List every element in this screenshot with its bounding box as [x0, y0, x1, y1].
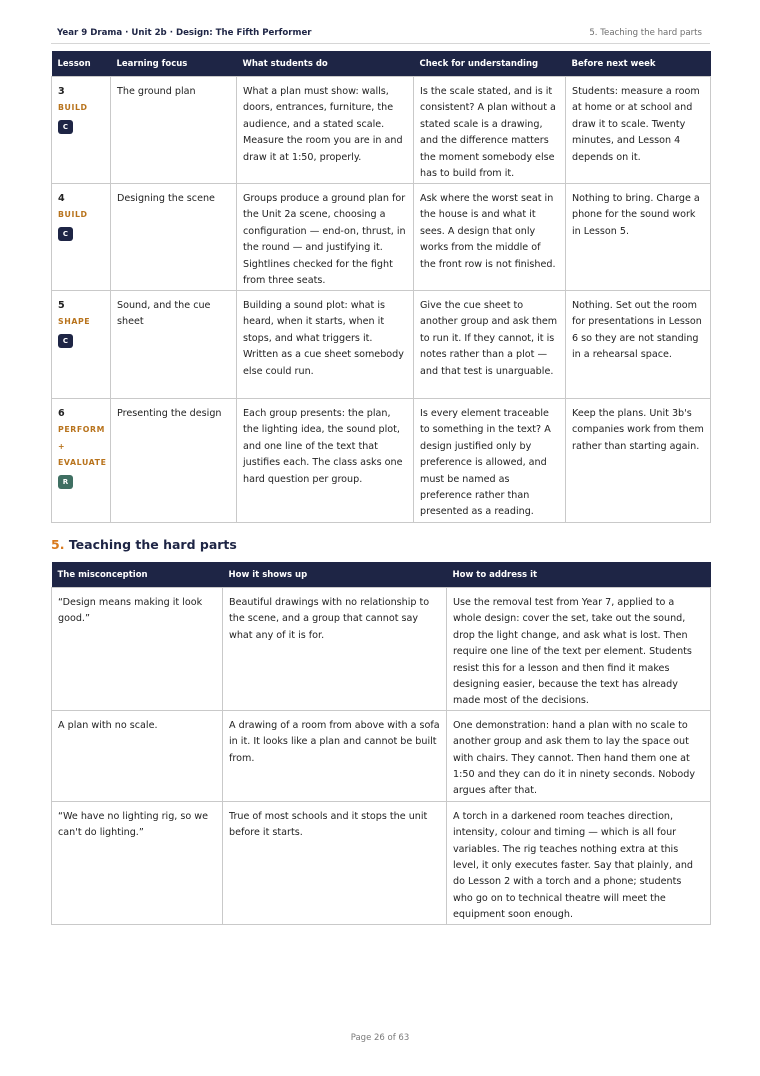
misconceptions-table	[51, 562, 711, 925]
next-cell: Nothing. Set out the room for presentations in Lesson 6 so they are not standing in a rehearsal space.	[566, 291, 711, 399]
next-cell: Students: measure a room at home or at school and draw it to scale. Twenty minutes, and Lesson 4 depends on it.	[566, 77, 711, 184]
shows-up-cell: Beautiful drawings with no relationship to the scene, and a group that cannot say what any of it is for.	[223, 588, 447, 711]
header-misconception: The misconception	[52, 562, 223, 588]
badge: C	[58, 120, 73, 134]
lesson-number: 6	[58, 408, 65, 419]
lesson-number: 3	[58, 86, 65, 97]
lesson-cell	[52, 184, 111, 291]
lesson-number: 4	[58, 193, 65, 204]
badge: R	[58, 475, 73, 489]
activity-cell: Building a sound plot: what is heard, when it starts, when it stops, and what triggers it. Written as a cue sheet somebody else could run.	[237, 291, 414, 399]
lesson-cell	[52, 399, 111, 523]
header-section-title: 5. Teaching the hard parts	[589, 28, 702, 38]
lesson-cell	[52, 77, 111, 184]
focus-cell: The ground plan	[111, 77, 237, 184]
stage-label: EVALUATE	[58, 458, 107, 468]
stage-label-plus: +	[58, 441, 66, 451]
table-row	[52, 588, 711, 711]
misconception-cell: “Design means making it look good.”	[52, 588, 223, 711]
page-number: Page 26 of 63	[350, 1033, 410, 1043]
header-learning-focus: Learning focus	[111, 51, 237, 77]
table-row	[52, 77, 711, 184]
stage-label: BUILD	[58, 210, 88, 220]
badge: C	[58, 334, 73, 348]
check-cell: Ask where the worst seat in the house is and what it sees. A design that only works from the middle of the front row is not finished.	[414, 184, 566, 291]
table-row	[52, 291, 711, 399]
header-check-understanding: Check for understanding	[414, 51, 566, 77]
section-number: 5.	[51, 537, 65, 552]
misconception-cell: “We have no lighting rig, so we can't do lighting.”	[52, 801, 223, 924]
activity-cell: What a plan must show: walls, doors, entrances, furniture, the audience, and a stated scale. Measure the room you are in and draw it at 1:50, properly.	[237, 77, 414, 184]
lesson-cell	[52, 291, 111, 399]
address-cell: Use the removal test from Year 7, applied to a whole design: cover the set, take out the sound, drop the light change, and ask what is lost. Then require one line of the text per element. Students resist this for a lesson and then find it makes designing easier, because the text has already made most of the decisions.	[447, 588, 711, 711]
header-lesson: Lesson	[52, 51, 111, 77]
check-cell: Is every element traceable to something in the text? A design justified only by preference is allowed, and must be named as preference rather than presented as a reading.	[414, 399, 566, 523]
misconception-cell: A plan with no scale.	[52, 710, 223, 801]
shows-up-cell: A drawing of a room from above with a sofa in it. It looks like a plan and cannot be built from.	[223, 710, 447, 801]
focus-cell: Presenting the design	[111, 399, 237, 523]
table-row	[52, 801, 711, 924]
stage-label: SHAPE	[58, 317, 91, 327]
section-title: Teaching the hard parts	[68, 537, 237, 552]
next-cell: Nothing to bring. Charge a phone for the sound work in Lesson 5.	[566, 184, 711, 291]
header-how-to-address: How to address it	[447, 562, 711, 588]
misconceptions-table-header	[52, 562, 711, 588]
focus-cell: Sound, and the cue sheet	[111, 291, 237, 399]
section-heading	[51, 537, 237, 552]
header-what-students-do: What students do	[237, 51, 414, 77]
focus-cell: Designing the scene	[111, 184, 237, 291]
lesson-number: 5	[58, 300, 65, 311]
table-row	[52, 184, 711, 291]
header-before-next-week: Before next week	[566, 51, 711, 77]
address-cell: One demonstration: hand a plan with no scale to another group and ask them to lay the space out with chairs. They cannot. Then hand them one at 1:50 and they can do it in ninety seconds. Nobody argues after that.	[447, 710, 711, 801]
shows-up-cell: True of most schools and it stops the unit before it starts.	[223, 801, 447, 924]
lesson-table-header	[52, 51, 711, 77]
next-cell: Keep the plans. Unit 3b's companies work from them rather than starting again.	[566, 399, 711, 523]
table-row	[52, 710, 711, 801]
activity-cell: Each group presents: the plan, the lighting idea, the sound plot, and one line of the text that justifies each. The class asks one hard question per group.	[237, 399, 414, 523]
table-row	[52, 399, 711, 523]
lesson-table	[51, 51, 711, 523]
check-cell: Give the cue sheet to another group and ask them to run it. If they cannot, it is notes rather than a plot — and that test is unarguable.	[414, 291, 566, 399]
address-cell: A torch in a darkened room teaches direction, intensity, colour and timing — which is all four variables. The rig teaches nothing extra at this level, it only executes faster. Say that plainly, and do Lesson 2 with a torch and a phone; students who go on to technical theatre will meet the equipment soon enough.	[447, 801, 711, 924]
activity-cell: Groups produce a ground plan for the Unit 2a scene, choosing a configuration — end-on, thrust, in the round — and justifying it. Sightlines checked for the fight from three seats.	[237, 184, 414, 291]
header-how-it-shows-up: How it shows up	[223, 562, 447, 588]
running-header	[51, 27, 710, 44]
header-unit-title: Year 9 Drama · Unit 2b · Design: The Fifth Performer	[57, 28, 312, 38]
stage-label: BUILD	[58, 103, 88, 113]
badge: C	[58, 227, 73, 241]
check-cell: Is the scale stated, and is it consistent? A plan without a stated scale is a drawing, and the difference matters the moment somebody else has to build from it.	[414, 77, 566, 184]
stage-label: PERFORM	[58, 425, 105, 435]
